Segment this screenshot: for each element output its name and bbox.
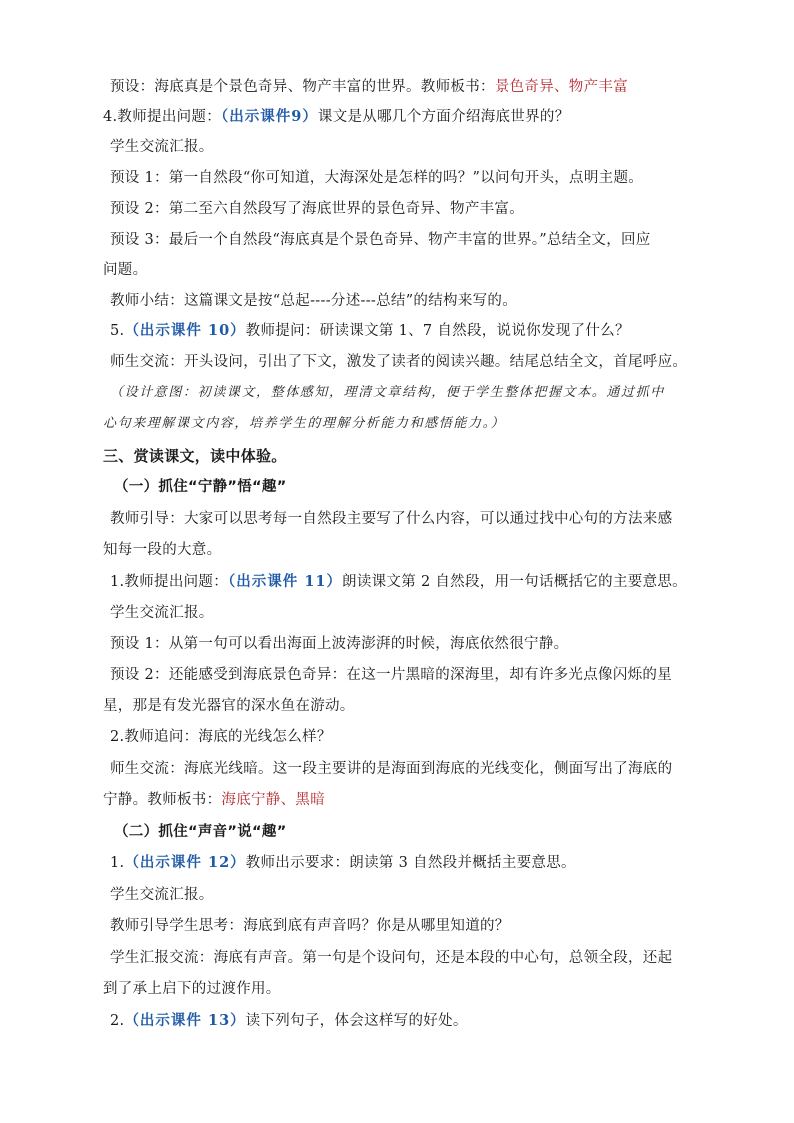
paragraph-text: 预设 2：第二至六自然段写了海底世界的景色奇异、物产丰富。	[110, 201, 525, 217]
courseware-tag: （出示课件9）	[221, 108, 318, 125]
courseware-tag: （出示课件 10）	[124, 322, 246, 339]
paragraph-text: 学生交流汇报。	[110, 605, 214, 621]
step-1-requirement: 1.（出示课件 12）教师出示要求：朗读第 3 自然段并概括主要意思。	[110, 854, 576, 871]
paragraph-text: 学生交流汇报。	[110, 887, 214, 903]
paragraph-text: 预设 3：最后一个自然段“海底真是个景色奇异、物产丰富的世界。”总结全文，回应	[110, 232, 651, 248]
paragraph-text: 教师引导：大家可以思考每一自然段主要写了什么内容，可以通过找中心句的方法来感	[110, 511, 673, 527]
paragraph-text: 知每一段的大意。	[103, 542, 222, 558]
board-note: 海底宁静、黑暗	[221, 792, 326, 808]
paragraph-text: 星，那是有发光器官的深水鱼在游动。	[103, 698, 355, 714]
step-1-question: 1.教师提出问题：（出示课件 11）朗读课文第 2 自然段，用一句话概括它的主要意思。	[110, 573, 687, 590]
step-4-question: 4.教师提出问题：（出示课件9）课文是从哪几个方面介绍海底世界的？	[103, 108, 570, 125]
courseware-tag: （出示课件 11）	[228, 573, 343, 590]
step-5-question: 5.（出示课件 10）教师提问：研读课文第 1、7 自然段，说说你发现了什么？	[110, 322, 630, 339]
subsection-heading: （一）抓住“宁静”悟“趣”	[114, 479, 287, 495]
paragraph-text: 教师引导学生思考：海底到底有声音吗？你是从哪里知道的？	[110, 918, 510, 934]
section-heading: 三、赏读课文，读中体验。	[103, 447, 287, 465]
paragraph-preset-summary: 预设：海底真是个景色奇异、物产丰富的世界。教师板书：景色奇异、物产丰富	[110, 79, 629, 95]
board-note: 景色奇异、物产丰富	[494, 79, 629, 95]
paragraph-board-note: 宁静。教师板书：海底宁静、黑暗	[103, 792, 326, 808]
paragraph-text: 师生交流：海底光线暗。这一段主要讲的是海面到海底的光线变化，侧面写出了海底的	[110, 761, 673, 777]
subsection-heading: （二）抓住“声音”说“趣”	[114, 824, 287, 840]
paragraph-text: 预设 2：还能感受到海底景色奇异：在这一片黑暗的深海里，却有许多光点像闪烁的星	[110, 667, 673, 683]
paragraph-text: 学生交流汇报。	[110, 139, 214, 155]
courseware-tag: （出示课件 13）	[124, 1012, 246, 1029]
paragraph-text: 教师小结：这篇课文是按“总起----分述---总结”的结构来写的。	[110, 293, 518, 309]
paragraph-text: 2.教师追问：海底的光线怎么样？	[110, 729, 332, 745]
design-intent-note: （设计意图：初读课文，整体感知，理清文章结构，便于学生整体把握文本。通过抓中	[110, 385, 665, 400]
paragraph-text: 预设 1：从第一句可以看出海面上波涛澎湃的时候，海底依然很宁静。	[110, 636, 569, 652]
paragraph-text: 学生汇报交流：海底有声音。第一句是个设问句，还是本段的中心句，总领全段，还起	[110, 950, 673, 966]
courseware-tag: （出示课件 12）	[124, 854, 246, 871]
step-2-reading: 2.（出示课件 13）读下列句子，体会这样写的好处。	[110, 1012, 468, 1029]
paragraph-text: 到了承上启下的过渡作用。	[103, 981, 281, 997]
design-intent-note: 心句来理解课文内容，培养学生的理解分析能力和感悟能力。）	[103, 416, 506, 431]
paragraph-text: 师生交流：开头设问，引出了下文，激发了读者的阅读兴趣。结尾总结全文，首尾呼应。	[110, 354, 688, 370]
paragraph-text: 预设 1：第一自然段“你可知道，大海深处是怎样的吗？”以问句开头，点明主题。	[110, 170, 644, 186]
paragraph-text: 问题。	[103, 262, 148, 278]
